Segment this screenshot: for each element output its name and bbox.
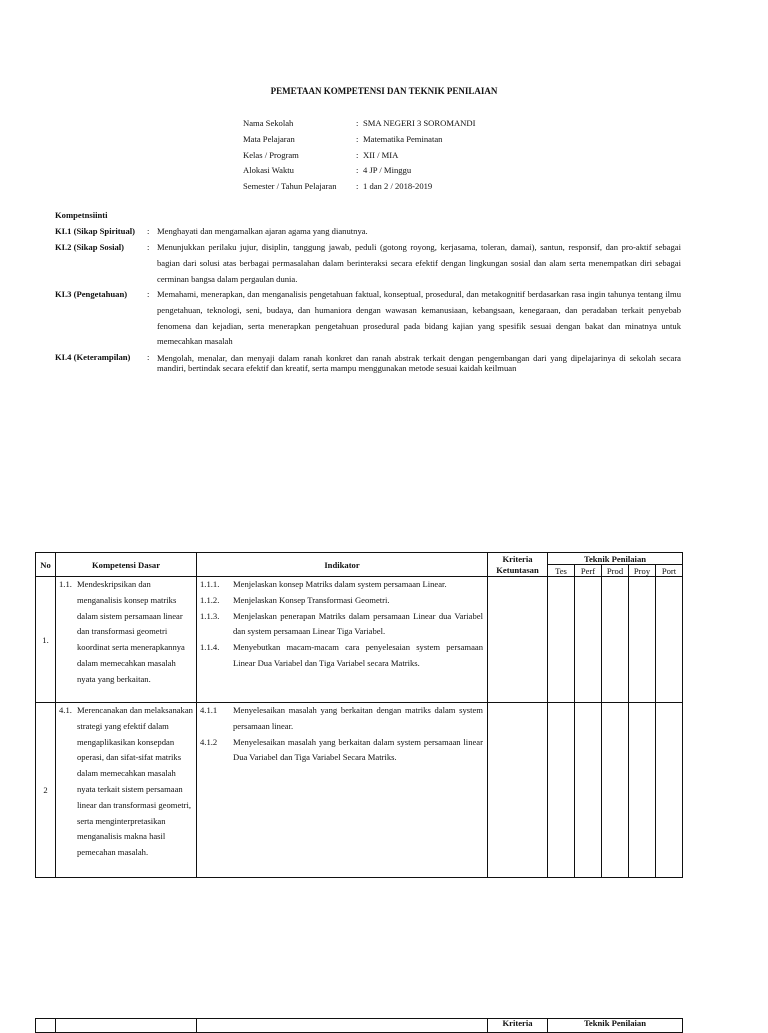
table-row (36, 703, 683, 878)
ki-label: KI.3 (Pengetahuan) (55, 289, 128, 299)
kd-text: Mendeskripsikan dan menganalisis konsep matriks dalam sistem persamaan linear dan transformasi geometri koordinat serta menerapkannya dalam memecahkan masalah nyata yang berkaitan. (77, 579, 185, 684)
indicator-cell (197, 577, 488, 703)
ki-text: Mengolah, menalar, dan menyaji dalam ranah konkret dan ranah abstrak terkait dengan pengembangan dari yang dipelajarinya di sekolah secara mandiri, bertindak secara efektif dan kreatif, serta mampu menggunakan metode sesuai kaidah keilmuan (157, 353, 681, 373)
ki-colon: : (147, 226, 150, 236)
ki-4 (55, 350, 681, 373)
ki-2 (55, 240, 681, 287)
info-label: Semester / Tahun Pelajaran (243, 181, 337, 192)
col-no: No (36, 553, 56, 577)
info-colon: : (356, 118, 359, 128)
prod-cell (602, 577, 629, 703)
competency-table (35, 552, 683, 878)
ki-colon: : (147, 352, 150, 362)
header-row (36, 553, 683, 565)
indicator-item (197, 593, 487, 609)
competency-table-2 (35, 1018, 683, 1033)
ki-3 (55, 287, 681, 350)
ki-label: KI.4 (Keterampilan) (55, 352, 131, 362)
school-info (243, 116, 603, 195)
col-perf: Perf (575, 565, 602, 577)
indicator-text: Menyebutkan macam-macam cara penyelesaian system persamaan Linear Dua Variabel dan Tiga Variabel secara Matriks. (233, 642, 483, 668)
info-colon: : (356, 181, 359, 192)
indicator-text: Menjelaskan Konsep Transformasi Geometri. (233, 594, 390, 605)
indicator-cell (197, 703, 488, 878)
indicator-text: Menjelaskan konsep Matriks dalam system persamaan Linear. (233, 579, 447, 589)
col-prod: Prod (602, 565, 629, 577)
info-row-semester (243, 179, 603, 195)
info-value: SMA NEGERI 3 SOROMANDI (363, 118, 476, 128)
ki-text: Memahami, menerapkan, dan menganalisis pengetahuan faktual, konseptual, prosedural, dan metakognitif berdasarkan rasa ingin tahunya tentang ilmu pengetahuan, teknologi, seni, budaya, dan humaniora dengan wawasan kemanusiaan, kebangsaan, kenegaraan, dan peradaban terkait penyebab fenomena dan kejadian, serta menerapkan pengetahuan prosedural pada bidang kajian yang spesifik sesuai dengan bakat dan minatnya untuk memecahkan masalah (157, 289, 681, 347)
col-teknik: Teknik Penilaian (548, 553, 683, 565)
indicator-number: 1.1.1. (200, 579, 220, 589)
info-row-class (243, 148, 603, 164)
kriteria-cell (488, 577, 548, 703)
prod-cell (602, 703, 629, 878)
table-row (36, 577, 683, 703)
col-tes: Tes (548, 565, 575, 577)
col-kriteria: Kriteria (488, 1019, 548, 1033)
indicator-item (197, 735, 487, 767)
port-cell (656, 703, 683, 878)
kd-number: 1.1. (59, 579, 72, 589)
ki-heading: Kompetnsiinti (55, 210, 108, 220)
indicator-text: Menjelaskan penerapan Matriks dalam persamaan Linear dua Variabel dan system persamaan Linear Tiga Variabel. (233, 610, 483, 637)
indicator-item (197, 577, 487, 593)
col-kd (56, 1019, 197, 1033)
col-indikator: Indikator (197, 553, 488, 577)
info-colon: : (356, 165, 359, 176)
perf-cell (575, 703, 602, 878)
tes-cell (548, 703, 575, 878)
kriteria-cell (488, 703, 548, 878)
info-value: Matematika Peminatan (363, 133, 443, 144)
document-title: PEMETAAN KOMPETENSI DAN TEKNIK PENILAIAN (270, 86, 498, 96)
ki-1 (55, 224, 681, 240)
ki-label: KI.2 (Sikap Sosial) (55, 242, 125, 252)
col-kriteria: Kriteria Ketuntasan (488, 553, 548, 577)
info-colon: : (356, 149, 359, 160)
indicator-number: 1.1.2. (200, 594, 220, 605)
kd-text: Merencanakan dan melaksanakan strategi yang efektif dalam mengaplikasikan konsepdan operasi, dan sifat-sifat matriks dalam memecahkan masalah nyata terkait sistem persamaan linear dan transformasi geometri, serta menginterpretasikan menganalisis makna hasil pemecahan masalah. (77, 705, 193, 858)
col-proy: Proy (629, 565, 656, 577)
port-cell (656, 577, 683, 703)
indicator-number: 1.1.4. (200, 642, 220, 653)
info-label: Alokasi Waktu (243, 165, 294, 176)
row-number: 1. (36, 577, 56, 703)
proy-cell (629, 703, 656, 878)
info-value: XII / MIA (363, 149, 399, 160)
kd-cell (56, 703, 197, 878)
indicator-text: Menyelesaikan masalah yang berkaitan dalam system persamaan linear Dua Variabel dan Tiga Variabel Secara Matriks. (233, 736, 483, 763)
indicator-text: Menyelesaikan masalah yang berkaitan dengan matriks dalam system persamaan linear. (233, 705, 483, 731)
info-row-subject (243, 132, 603, 148)
indicator-item (197, 609, 487, 641)
indicator-number: 4.1.1 (200, 705, 218, 715)
indicator-item (197, 640, 487, 672)
ki-text: Menunjukkan perilaku jujur, disiplin, tanggung jawab, peduli (gotong royong, kerjasama, toleran, damai), santun, responsif, dan pro-aktif sebagai bagian dari solusi atas berbagai permasalahan dalam berinteraksi secara efektif dengan lingkungan sosial dan alam serta menempatkan diri sebagai cerminan bangsa dalam pergaulan dunia. (157, 242, 681, 284)
col-kd: Kompetensi Dasar (56, 553, 197, 577)
col-port: Port (656, 565, 683, 577)
kd-number: 4.1. (59, 705, 72, 715)
info-value: 4 JP / Minggu (363, 165, 412, 176)
info-label: Mata Pelajaran (243, 133, 295, 144)
indicator-item (197, 703, 487, 735)
proy-cell (629, 577, 656, 703)
ki-label: KI.1 (Sikap Spiritual) (55, 226, 135, 236)
perf-cell (575, 577, 602, 703)
header-row (36, 1019, 683, 1033)
info-row-time (243, 163, 603, 179)
indicator-number: 1.1.3. (200, 610, 220, 621)
tes-cell (548, 577, 575, 703)
info-value: 1 dan 2 / 2018-2019 (363, 181, 433, 192)
info-colon: : (356, 133, 359, 144)
ki-text: Menghayati dan mengamalkan ajaran agama yang dianutnya. (157, 226, 368, 236)
col-indikator (197, 1019, 488, 1033)
col-no (36, 1019, 56, 1033)
info-row-school (243, 116, 603, 132)
kd-cell (56, 577, 197, 703)
col-teknik: Teknik Penilaian (548, 1019, 683, 1033)
info-label: Nama Sekolah (243, 118, 294, 128)
indicator-number: 4.1.2 (200, 736, 218, 747)
info-label: Kelas / Program (243, 149, 299, 160)
ki-colon: : (147, 242, 150, 252)
row-number: 2 (36, 703, 56, 878)
ki-colon: : (147, 289, 150, 299)
